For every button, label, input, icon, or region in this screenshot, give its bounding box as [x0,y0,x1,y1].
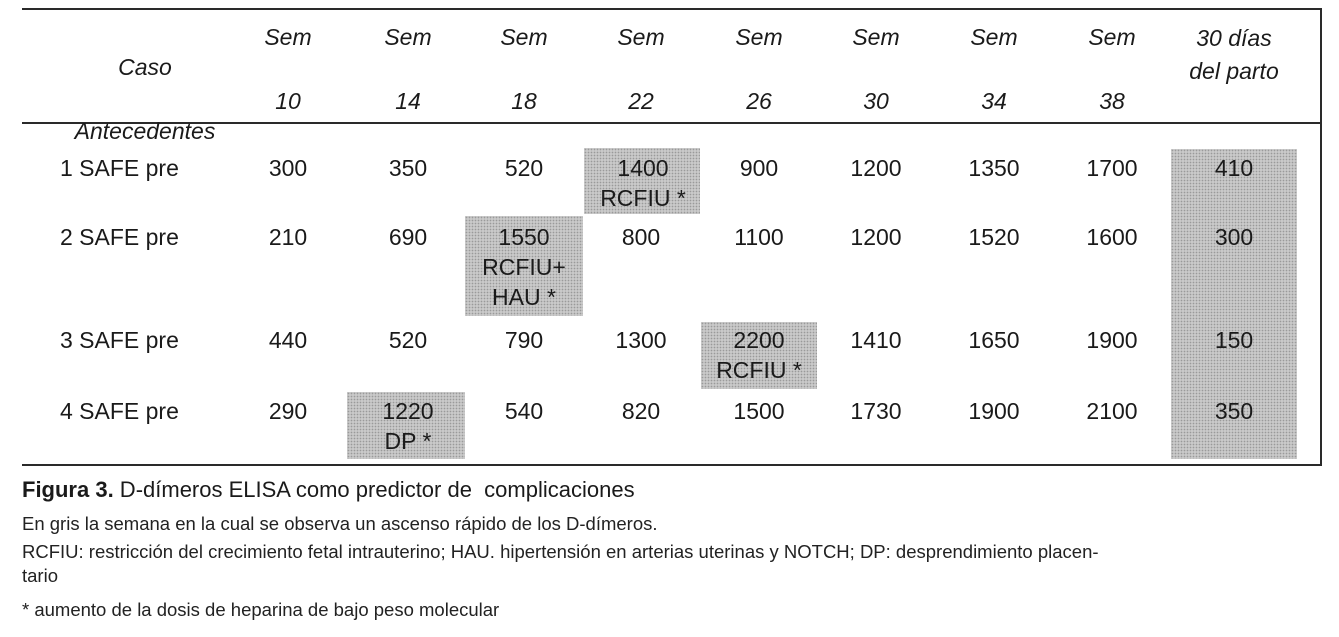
note-abbreviations-continued: tario [22,565,58,586]
postpartum-cell: 350 [1214,398,1254,424]
table-cell: 1730 [850,398,902,424]
header-week-label: Sem [735,24,783,50]
header-week-30-num [828,86,924,116]
table-cell: 1900 [1086,327,1138,353]
table-cell: 440 [268,327,308,353]
table-cell: 1520 [968,224,1020,250]
header-week-34-num [946,86,1042,116]
table-cell: 1500 [733,398,785,424]
postpartum-cell: 300 [1214,224,1254,250]
header-case-top: Caso [118,54,172,80]
header-week-22-num [593,86,689,116]
case-text: 1 SAFE pre [60,155,179,181]
header-week-label: Sem [264,24,312,50]
note-abbreviations: RCFIU: restricción del crecimiento fetal intrauterino; HAU. hipertensión en arterias uterinas y NOTCH; DP: desprendimiento placen- [22,541,1099,562]
header-week-34 [946,22,1042,52]
header-week-22 [593,22,689,52]
table-cell: 900 [739,155,779,181]
header-week-26-num [711,86,807,116]
header-week-label: Sem [384,24,432,50]
header-postpartum-label: 30 días del parto [1189,25,1279,84]
header-week-number: 22 [628,88,654,114]
header-week-label: Sem [500,24,548,50]
header-week-14-num [360,86,456,116]
case-text: 4 SAFE pre [60,398,179,424]
header-week-14 [360,22,456,52]
table-cell: 1300 [615,327,667,353]
table-cell: 350 [388,155,428,181]
header-antecedentes [55,86,235,146]
header-week-label: Sem [852,24,900,50]
header-week-label: Sem [617,24,665,50]
figure-title: D-dímeros ELISA como predictor de complicaciones [113,477,635,502]
header-week-label: Sem [1088,24,1136,50]
table-cell: 1200 [850,155,902,181]
postpartum-cell: 150 [1214,327,1254,353]
header-week-label: Sem [970,24,1018,50]
postpartum-cell: 410 [1214,155,1254,181]
header-week-10 [240,22,336,52]
header-postpartum [1172,22,1296,88]
header-week-10-num [240,86,336,116]
table-cell: 1100 [734,224,784,250]
header-week-30 [828,22,924,52]
table-cell: 1220 DP * [382,398,434,454]
note-gray-legend: En gris la semana en la cual se observa un ascenso rápido de los D-dímeros. [22,513,658,534]
case-text: 2 SAFE pre [60,224,179,250]
header-week-26 [711,22,807,52]
header-week-number: 34 [981,88,1007,114]
table-cell: 300 [268,155,308,181]
table-cell: 290 [268,398,308,424]
table-cell: 1350 [968,155,1020,181]
table-cell: 690 [388,224,428,250]
table-cell: 2100 [1086,398,1138,424]
table-cell: 520 [504,155,544,181]
header-week-number: 18 [511,88,537,114]
case-label [60,396,220,426]
header-week-number: 26 [746,88,772,114]
table-cell: 1410 [850,327,902,353]
header-case [55,22,235,82]
table-cell: 1900 [968,398,1020,424]
header-week-18-num [476,86,572,116]
header-week-38 [1064,22,1160,52]
case-label [60,222,220,252]
table-cell: 1200 [850,224,902,250]
figure-caption [22,476,635,504]
case-label [60,325,220,355]
header-week-number: 38 [1099,88,1125,114]
case-label [60,153,220,183]
table-cell: 210 [268,224,308,250]
header-week-38-num [1064,86,1160,116]
table-cell: 540 [504,398,544,424]
table-cell: 790 [504,327,544,353]
table-cell: 1600 [1086,224,1138,250]
figure-label: Figura 3. [22,477,114,502]
table-cell: 1700 [1086,155,1138,181]
table-cell: 1550 RCFIU+ HAU * [482,224,566,310]
table-cell: 1400 RCFIU * [600,155,686,211]
header-case-bottom: Antecedentes [74,118,216,144]
header-week-18 [476,22,572,52]
header-week-number: 10 [275,88,301,114]
header-week-number: 14 [395,88,421,114]
table-cell: 820 [621,398,661,424]
case-text: 3 SAFE pre [60,327,179,353]
table-cell: 2200 RCFIU * [716,327,802,383]
header-week-number: 30 [863,88,889,114]
table-cell: 520 [388,327,428,353]
note-asterisk: * aumento de la dosis de heparina de bajo peso molecular [22,599,500,620]
table-cell: 800 [621,224,661,250]
table-cell: 1650 [968,327,1020,353]
